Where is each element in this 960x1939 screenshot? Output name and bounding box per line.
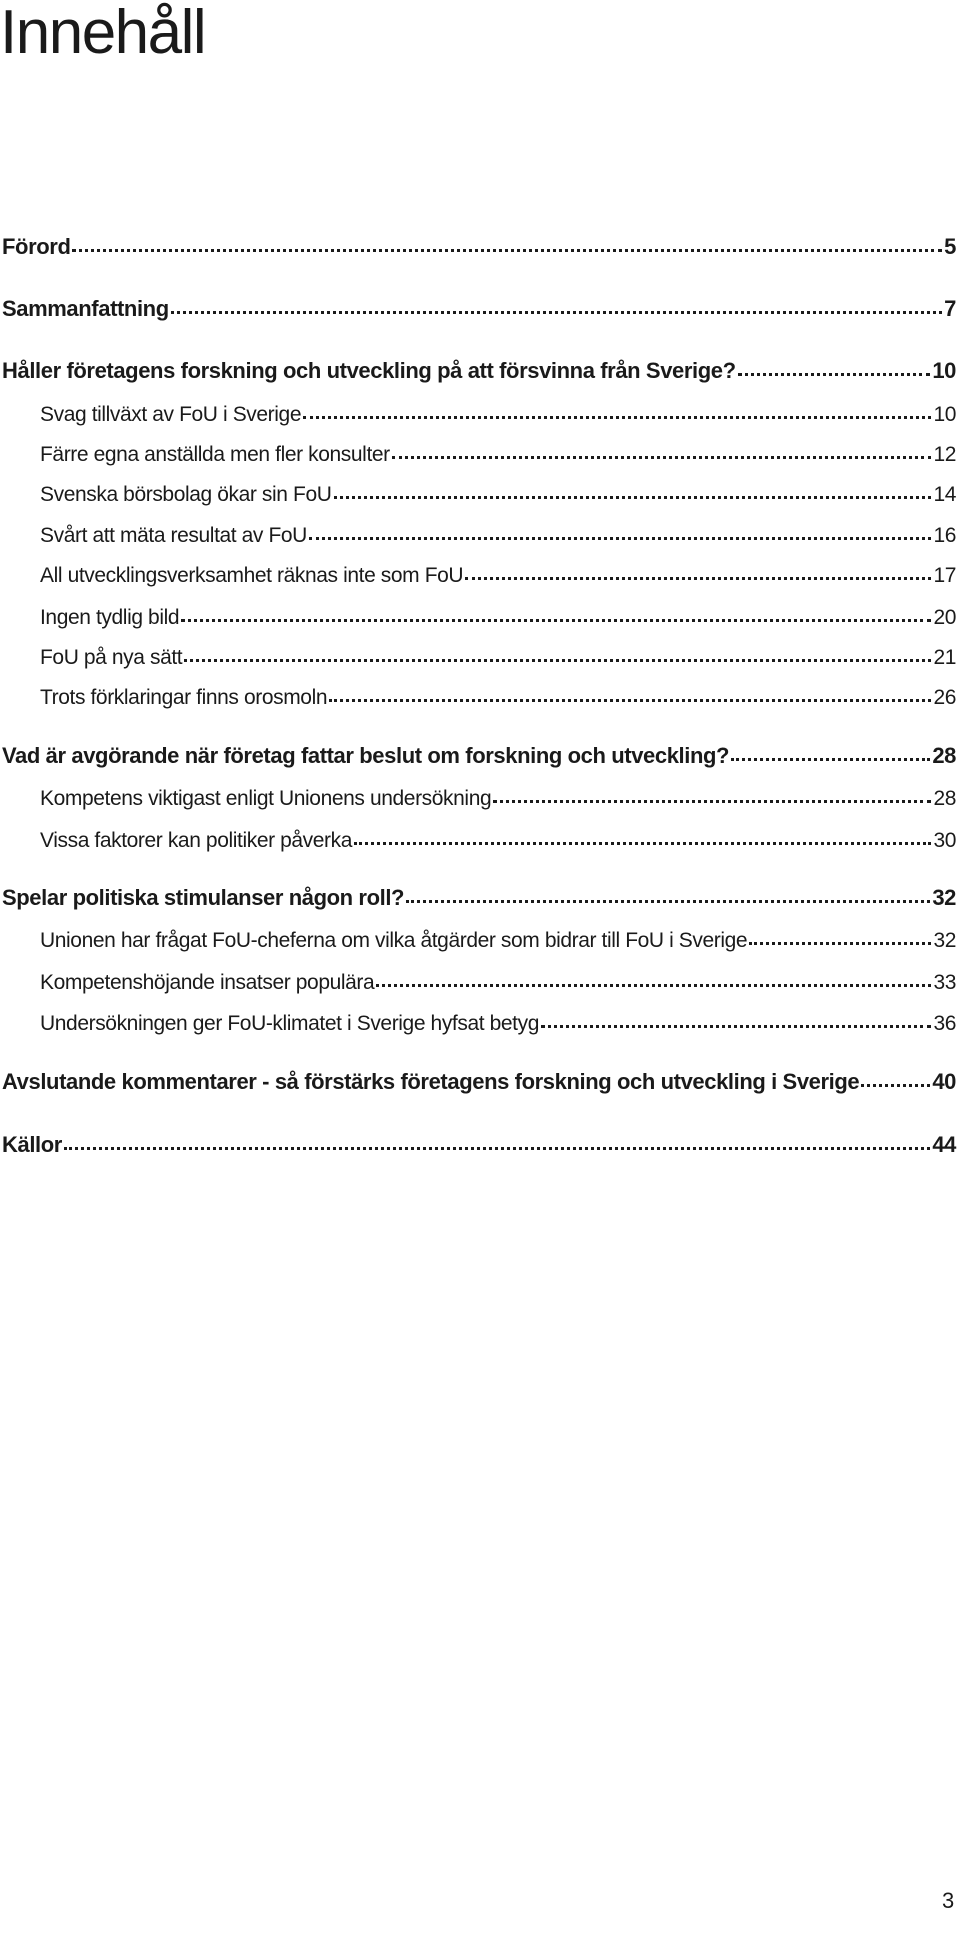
- dot-leader: [64, 1147, 930, 1150]
- toc-entry-page: 26: [933, 686, 956, 709]
- toc-entry-label: Kompetens viktigast enligt Unionens undersökning: [40, 787, 492, 810]
- toc-entry[interactable]: [40, 821, 956, 851]
- toc-entry[interactable]: [40, 963, 956, 993]
- toc-entry-label: Avslutande kommentarer - så förstärks företagens forskning och utveckling i Sverige: [2, 1069, 860, 1094]
- toc-entry[interactable]: [40, 435, 956, 465]
- dot-leader: [738, 373, 931, 376]
- dot-leader: [376, 984, 931, 987]
- toc-entry[interactable]: [40, 395, 956, 425]
- toc-entry-page: 40: [932, 1069, 956, 1094]
- toc-entry-page: 33: [933, 971, 956, 994]
- toc-entry-label: Spelar politiska stimulanser någon roll?: [2, 885, 405, 910]
- toc-entry-label: Unionen har frågat FoU-cheferna om vilka åtgärder som bidrar till FoU i Sverige: [40, 929, 748, 952]
- dot-leader: [184, 659, 931, 662]
- toc-entry-page: 20: [933, 606, 956, 629]
- toc-entry-page: 16: [933, 524, 956, 547]
- toc-entry-page: 28: [932, 743, 956, 768]
- toc-entry[interactable]: [40, 779, 956, 809]
- toc-entry[interactable]: [2, 1063, 956, 1093]
- dot-leader: [72, 249, 942, 252]
- toc-entry-page: 12: [933, 443, 956, 466]
- toc-entry-label: Ingen tydlig bild: [40, 606, 180, 629]
- toc-entry-page: 32: [933, 929, 956, 952]
- toc-entry-page: 44: [932, 1132, 956, 1157]
- toc-entry-label: Vad är avgörande när företag fattar beslut om forskning och utveckling?: [2, 743, 730, 768]
- toc-entry[interactable]: [2, 879, 956, 909]
- dot-leader: [329, 699, 931, 702]
- toc-entry[interactable]: [2, 228, 956, 258]
- dot-leader: [493, 800, 931, 803]
- toc-entry-label: FoU på nya sätt: [40, 646, 183, 669]
- toc-entry[interactable]: [40, 598, 956, 628]
- toc-entry-label: Svag tillväxt av FoU i Sverige: [40, 403, 302, 426]
- toc-entry[interactable]: [40, 475, 956, 505]
- toc-entry-label: Förord: [2, 234, 71, 259]
- toc-entry-label: Trots förklaringar finns orosmoln: [40, 686, 328, 709]
- toc-entry[interactable]: [2, 352, 956, 382]
- toc-entry-label: Svårt att mäta resultat av FoU: [40, 524, 307, 547]
- toc-entry-page: 30: [933, 829, 956, 852]
- toc-entry-label: Kompetenshöjande insatser populära: [40, 971, 375, 994]
- toc-entry-label: Vissa faktorer kan politiker påverka: [40, 829, 353, 852]
- dot-leader: [749, 942, 931, 945]
- toc-entry-label: Undersökningen ger FoU-klimatet i Sverige hyfsat betyg: [40, 1012, 539, 1035]
- dot-leader: [181, 619, 931, 622]
- dot-leader: [392, 456, 932, 459]
- toc-entry[interactable]: [2, 737, 956, 767]
- toc-entry[interactable]: [40, 678, 956, 708]
- toc-entry-label: All utvecklingsverksamhet räknas inte som FoU: [40, 564, 464, 587]
- dot-leader: [171, 311, 942, 314]
- toc-entry-page: 17: [933, 564, 956, 587]
- dot-leader: [406, 900, 930, 903]
- toc-entry-page: 10: [933, 403, 956, 426]
- toc-entry[interactable]: [2, 290, 956, 320]
- toc-entry[interactable]: [2, 1126, 956, 1156]
- toc-entry-page: 21: [933, 646, 956, 669]
- toc-entry-page: 5: [944, 234, 956, 259]
- toc-entry-page: 32: [932, 885, 956, 910]
- toc-entry[interactable]: [40, 921, 956, 951]
- dot-leader: [465, 577, 931, 580]
- toc-entry-page: 28: [933, 787, 956, 810]
- toc-entry-page: 7: [944, 296, 956, 321]
- toc-entry-label: Sammanfattning: [2, 296, 169, 321]
- page-number: 3: [942, 1888, 955, 1913]
- toc-entry-label: Färre egna anställda men fler konsulter: [40, 443, 390, 466]
- toc-entry-label: Håller företagens forskning och utveckling på att försvinna från Sverige?: [2, 358, 736, 383]
- dot-leader: [334, 496, 932, 499]
- dot-leader: [309, 537, 932, 540]
- toc-entry[interactable]: [40, 516, 956, 546]
- dot-leader: [303, 416, 931, 419]
- dot-leader: [861, 1084, 930, 1087]
- page-title: Innehåll: [0, 0, 206, 67]
- toc-entry-page: 10: [932, 358, 956, 383]
- toc-entry[interactable]: [40, 1004, 956, 1034]
- toc-entry-page: 14: [933, 483, 956, 506]
- toc-entry[interactable]: [40, 638, 956, 668]
- dot-leader: [541, 1025, 931, 1028]
- toc-entry-label: Svenska börsbolag ökar sin FoU: [40, 483, 332, 506]
- toc-entry-label: Källor: [2, 1132, 62, 1157]
- dot-leader: [354, 842, 931, 845]
- toc-entry-page: 36: [933, 1012, 956, 1035]
- toc-entry[interactable]: [40, 556, 956, 586]
- dot-leader: [731, 758, 930, 761]
